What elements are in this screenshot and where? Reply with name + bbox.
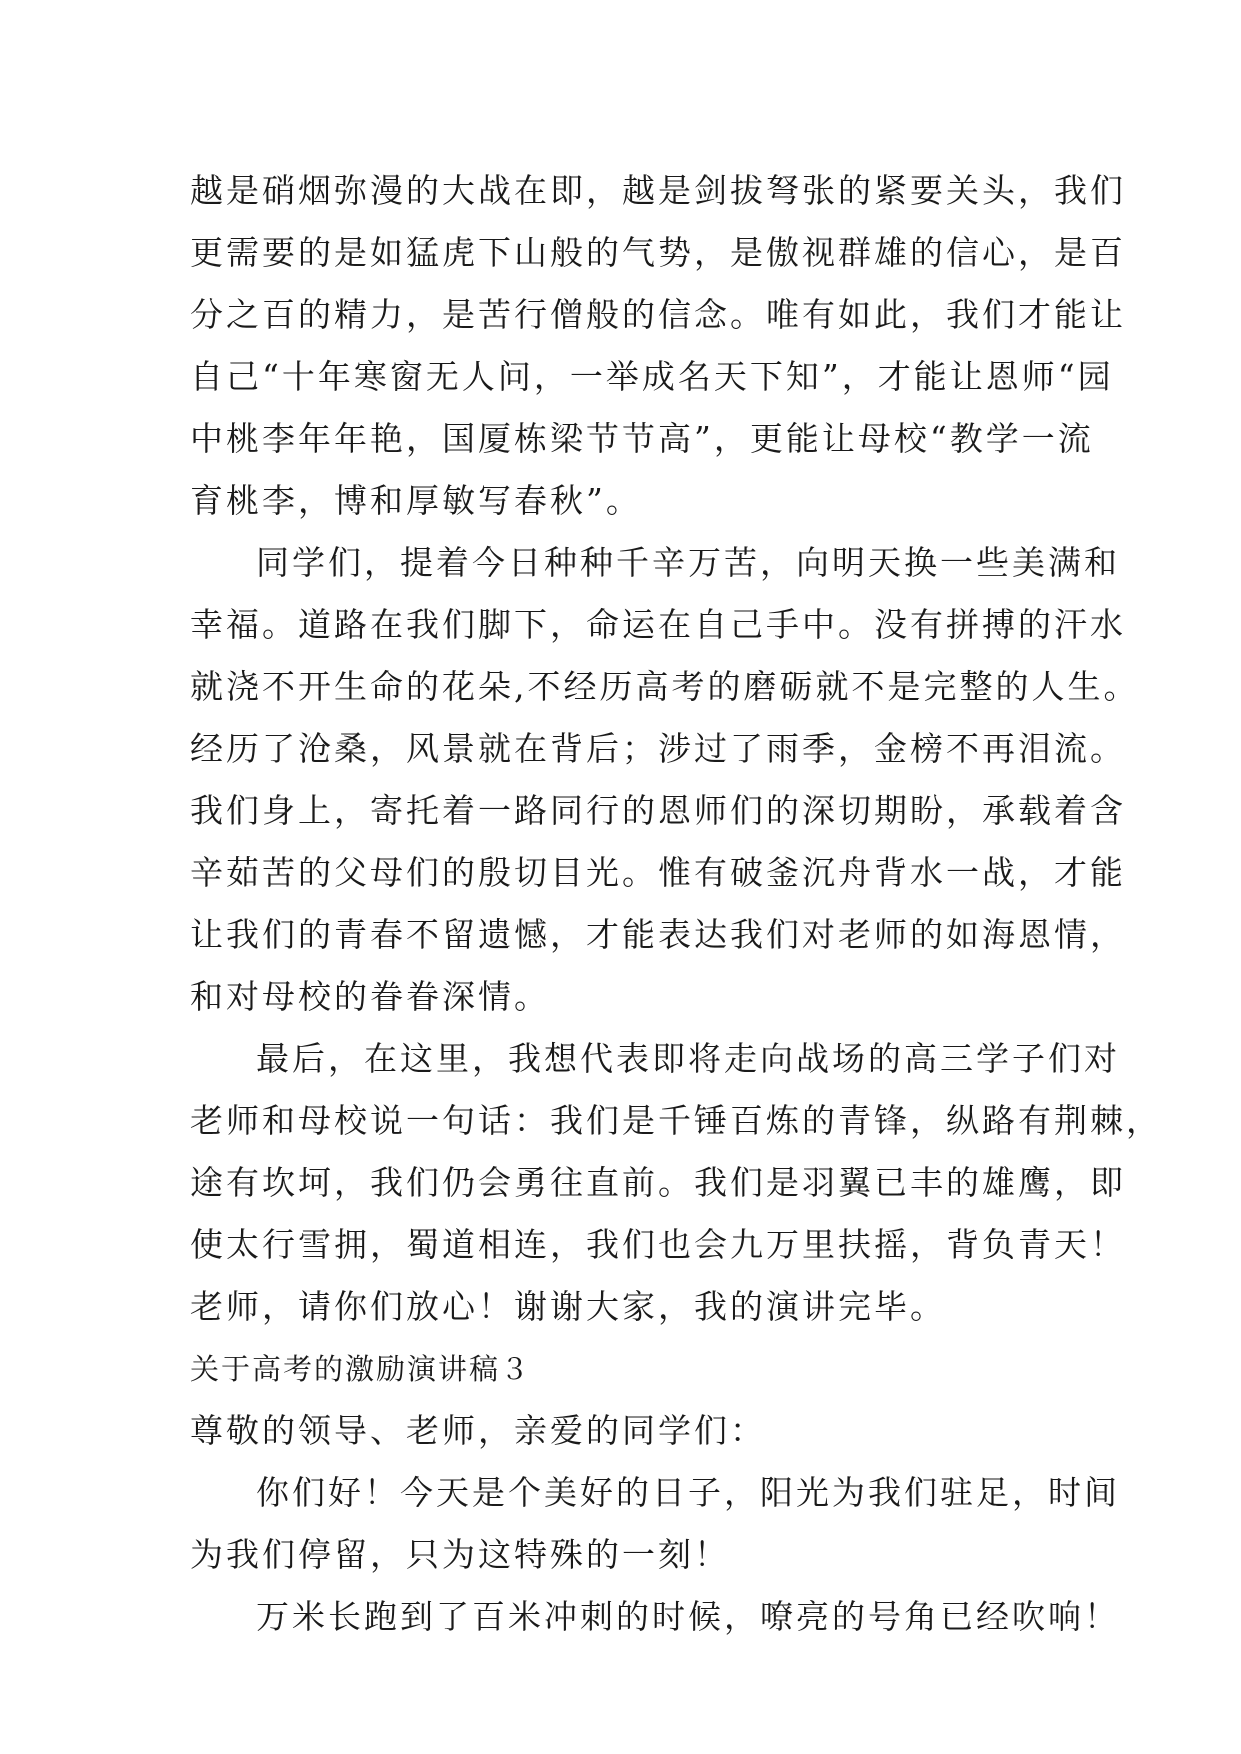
text-line: 分之百的精力，是苦行僧般的信念。唯有如此，我们才能让 (190, 295, 1126, 334)
text-line: 途有坎坷，我们仍会勇往直前。我们是羽翼已丰的雄鹰，即 (190, 1163, 1126, 1202)
text-line: 育桃李，博和厚敏写春秋”。 (190, 481, 642, 520)
paragraph-4 (190, 1462, 1120, 1586)
paragraph-1 (190, 160, 1126, 532)
text-line: 万米长跑到了百米冲刺的时候，嘹亮的号角已经吹响！ (256, 1597, 1120, 1636)
text-line: 我们身上，寄托着一路同行的恩师们的深切期盼，承载着含 (190, 791, 1126, 830)
paragraph-2 (190, 532, 1140, 1028)
text-line: 为我们停留，只为这特殊的一刻！ (190, 1535, 730, 1574)
text-line: 老师，请你们放心！谢谢大家，我的演讲完毕。 (190, 1287, 946, 1326)
text-line: 自己“十年寒窗无人问，一举成名天下知”，才能让恩师“园 (190, 357, 1114, 396)
text-line: 使太行雪拥，蜀道相连，我们也会九万里扶摇，背负青天！ (190, 1225, 1126, 1264)
text-line: 越是硝烟弥漫的大战在即，越是剑拔弩张的紧要关头，我们 (190, 171, 1126, 210)
salutation: 尊敬的领导、老师，亲爱的同学们： (190, 1411, 766, 1450)
paragraph-5 (190, 1586, 1120, 1648)
text-line: 幸福。道路在我们脚下，命运在自己手中。没有拼搏的汗水 (190, 605, 1126, 644)
text-line: 辛茹苦的父母们的殷切目光。惟有破釜沉舟背水一战，才能 (190, 853, 1126, 892)
text-line: 和对母校的眷眷深情。 (190, 977, 550, 1016)
document-body (190, 160, 1162, 1648)
text-line: 同学们，提着今日种种千辛万苦，向明天换一些美满和 (256, 543, 1120, 582)
text-line: 让我们的青春不留遗憾，才能表达我们对老师的如海恩情， (190, 915, 1126, 954)
text-line: 你们好！今天是个美好的日子，阳光为我们驻足，时间 (256, 1473, 1120, 1512)
text-line: 经历了沧桑，风景就在背后；涉过了雨季，金榜不再泪流。 (190, 729, 1126, 768)
text-line: 最后，在这里，我想代表即将走向战场的高三学子们对 (256, 1039, 1120, 1078)
text-line: 就浇不开生命的花朵,不经历高考的磨砺就不是完整的人生。 (190, 667, 1140, 706)
text-line: 老师和母校说一句话：我们是千锤百炼的青锋，纵路有荆棘， (190, 1101, 1162, 1140)
section-title: 关于高考的激励演讲稿３ (190, 1352, 532, 1386)
paragraph-3 (190, 1028, 1162, 1338)
text-line: 更需要的是如猛虎下山般的气势，是傲视群雄的信心，是百 (190, 233, 1126, 272)
text-line: 中桃李年年艳，国厦栋梁节节高”，更能让母校“教学一流 (190, 419, 1094, 458)
